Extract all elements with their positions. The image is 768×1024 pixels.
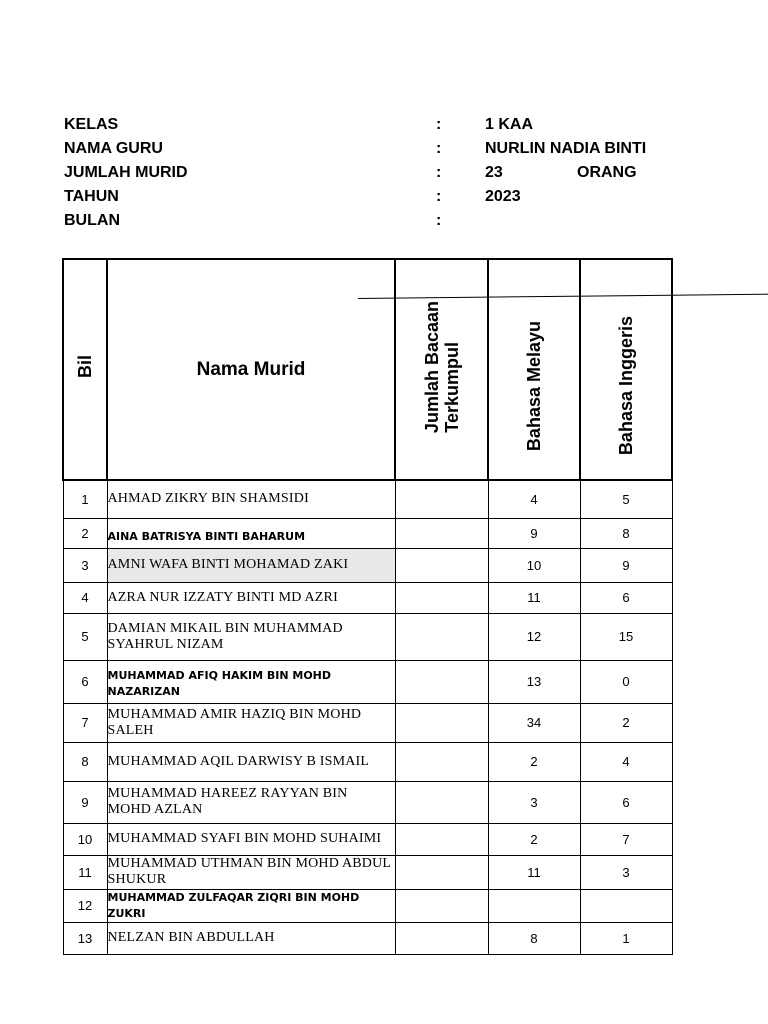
- bil-cell: 5: [63, 613, 107, 660]
- nama-cell: MUHAMMAD SYAFI BIN MOHD SUHAIMI: [107, 823, 395, 855]
- nama-cell: AINA BATRISYA BINTI BAHARUM: [107, 518, 395, 548]
- bi-cell: 7: [580, 823, 672, 855]
- jumlah-bacaan-header: Jumlah BacaanTerkumpul: [395, 259, 488, 480]
- nama-cell: DAMIAN MIKAIL BIN MUHAMMAD SYAHRUL NIZAM: [107, 613, 395, 660]
- colon: :: [436, 116, 442, 133]
- guru-value: NURLIN NADIA BINTI: [485, 140, 647, 157]
- table-row: [63, 742, 672, 781]
- bahasa-melayu-header: Bahasa Melayu: [488, 259, 580, 480]
- bm-cell: 2: [488, 823, 580, 855]
- nama-cell: MUHAMMAD AMIR HAZIQ BIN MOHD SALEH: [107, 703, 395, 742]
- nama-cell: MUHAMMAD AFIQ HAKIM BIN MOHD NAZARIZAN: [107, 660, 395, 703]
- bm-cell: 12: [488, 613, 580, 660]
- nama-murid-header: Nama Murid: [107, 259, 395, 480]
- table-row: [63, 582, 672, 613]
- nama-cell: AHMAD ZIKRY BIN SHAMSIDI: [107, 480, 395, 518]
- jumlah-cell: [395, 703, 488, 742]
- kelas-label: KELAS: [64, 116, 119, 133]
- table-row: [63, 823, 672, 855]
- bil-cell: 1: [63, 480, 107, 518]
- bil-cell: 9: [63, 781, 107, 823]
- nama-cell: AZRA NUR IZZATY BINTI MD AZRI: [107, 582, 395, 613]
- jumlah-cell: [395, 823, 488, 855]
- colon: :: [436, 188, 442, 205]
- bil-header: Bil: [63, 259, 107, 480]
- nama-cell: MUHAMMAD AQIL DARWISY B ISMAIL: [107, 742, 395, 781]
- bm-cell: 2: [488, 742, 580, 781]
- bi-cell: [580, 889, 672, 922]
- table-row: [63, 703, 672, 742]
- colon: :: [436, 212, 442, 229]
- bm-cell: 9: [488, 518, 580, 548]
- bi-cell: 5: [580, 480, 672, 518]
- bi-cell: 15: [580, 613, 672, 660]
- colon: :: [436, 140, 442, 157]
- tahun-label: TAHUN: [64, 188, 119, 205]
- bil-cell: 6: [63, 660, 107, 703]
- jumlah-murid-label: JUMLAH MURID: [64, 164, 188, 181]
- jumlah-cell: [395, 582, 488, 613]
- table-row: [63, 548, 672, 582]
- bm-cell: 11: [488, 855, 580, 889]
- bi-cell: 1: [580, 922, 672, 954]
- jumlah-cell: [395, 660, 488, 703]
- bm-cell: 13: [488, 660, 580, 703]
- bi-cell: 4: [580, 742, 672, 781]
- jumlah-cell: [395, 855, 488, 889]
- bi-cell: 0: [580, 660, 672, 703]
- bm-cell: 4: [488, 480, 580, 518]
- jumlah-cell: [395, 889, 488, 922]
- table-row: [63, 781, 672, 823]
- jumlah-cell: [395, 548, 488, 582]
- bil-cell: 10: [63, 823, 107, 855]
- jumlah-cell: [395, 742, 488, 781]
- bi-cell: 2: [580, 703, 672, 742]
- bil-cell: 2: [63, 518, 107, 548]
- table-row: [63, 518, 672, 548]
- bil-cell: 11: [63, 855, 107, 889]
- table-row: [63, 922, 672, 954]
- table-row: [63, 855, 672, 889]
- jumlah-murid-unit: ORANG: [577, 164, 637, 181]
- nama-cell: MUHAMMAD HAREEZ RAYYAN BIN MOHD AZLAN: [107, 781, 395, 823]
- bahasa-inggeris-header: Bahasa Inggeris: [580, 259, 672, 480]
- bil-cell: 4: [63, 582, 107, 613]
- table-row: [63, 480, 672, 518]
- nama-cell: NELZAN BIN ABDULLAH: [107, 922, 395, 954]
- bm-cell: 3: [488, 781, 580, 823]
- jumlah-cell: [395, 480, 488, 518]
- bi-cell: 6: [580, 781, 672, 823]
- bi-cell: 9: [580, 548, 672, 582]
- table-row: [63, 660, 672, 703]
- bm-cell: 11: [488, 582, 580, 613]
- jumlah-cell: [395, 518, 488, 548]
- jumlah-cell: [395, 781, 488, 823]
- jumlah-cell: [395, 613, 488, 660]
- table-row: [63, 889, 672, 922]
- bil-cell: 7: [63, 703, 107, 742]
- bi-cell: 6: [580, 582, 672, 613]
- table-row: [63, 613, 672, 660]
- table-header-row: [63, 259, 672, 480]
- nama-cell: MUHAMMAD ZULFAQAR ZIQRI BIN MOHD ZUKRI: [107, 889, 395, 922]
- bm-cell: 34: [488, 703, 580, 742]
- bil-cell: 12: [63, 889, 107, 922]
- jumlah-cell: [395, 922, 488, 954]
- bil-cell: 13: [63, 922, 107, 954]
- bm-cell: [488, 889, 580, 922]
- bm-cell: 10: [488, 548, 580, 582]
- bil-cell: 8: [63, 742, 107, 781]
- reading-record-table: [62, 258, 673, 955]
- bi-cell: 8: [580, 518, 672, 548]
- guru-label: NAMA GURU: [64, 140, 163, 157]
- kelas-value: 1 KAA: [485, 116, 534, 133]
- colon: :: [436, 164, 442, 181]
- nama-cell: AMNI WAFA BINTI MOHAMAD ZAKI: [107, 548, 395, 582]
- bm-cell: 8: [488, 922, 580, 954]
- bulan-label: BULAN: [64, 212, 120, 229]
- tahun-value: 2023: [485, 188, 521, 205]
- bil-cell: 3: [63, 548, 107, 582]
- bi-cell: 3: [580, 855, 672, 889]
- jumlah-murid-value: 23: [485, 164, 503, 181]
- nama-cell: MUHAMMAD UTHMAN BIN MOHD ABDUL SHUKUR: [107, 855, 395, 889]
